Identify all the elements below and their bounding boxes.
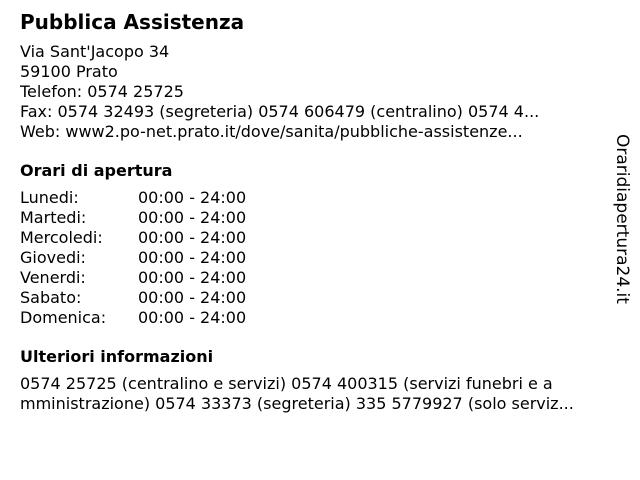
hours-day: Domenica: [20,308,107,327]
additional-info-heading: Ulteriori informazioni [20,347,214,366]
hours-time: 00:00 - 24:00 [138,308,247,327]
opening-hours-table [20,188,610,328]
hours-row [20,248,610,268]
info-line: 0574 25725 (centralino e servizi) 0574 400315 (servizi funebri e a [20,374,553,393]
hours-time: 00:00 - 24:00 [138,288,247,307]
hours-time: 00:00 - 24:00 [138,268,247,287]
hours-row [20,268,610,288]
street-address: Via Sant'Jacopo 34 [20,42,170,61]
hours-time: 00:00 - 24:00 [138,228,247,247]
hours-day: Martedi: [20,208,87,227]
hours-time: 00:00 - 24:00 [138,248,247,267]
phone-number: Telefon: 0574 25725 [20,82,184,101]
info-line: mministrazione) 0574 33373 (segreteria) 335 5779927 (solo serviz... [20,394,574,413]
hours-row [20,308,610,328]
hours-row [20,208,610,228]
hours-time: 00:00 - 24:00 [138,208,247,227]
business-title: Pubblica Assistenza [20,10,245,34]
hours-day: Mercoledi: [20,228,103,247]
hours-row [20,288,610,308]
hours-row [20,228,610,248]
website-link[interactable]: Web: www2.po-net.prato.it/dove/sanita/pubbliche-assistenze... [20,122,523,141]
site-watermark: Oraridiapertura24.it [612,134,632,304]
fax-number: Fax: 0574 32493 (segreteria) 0574 606479 (centralino) 0574 4... [20,102,540,121]
hours-day: Lunedi: [20,188,79,207]
business-card [20,8,610,414]
hours-day: Giovedi: [20,248,86,267]
city-address: 59100 Prato [20,62,118,81]
hours-day: Venerdi: [20,268,86,287]
hours-day: Sabato: [20,288,82,307]
additional-info-text [20,374,610,414]
hours-row [20,188,610,208]
address-block [20,42,610,142]
opening-hours-heading: Orari di apertura [20,161,173,180]
hours-time: 00:00 - 24:00 [138,188,247,207]
